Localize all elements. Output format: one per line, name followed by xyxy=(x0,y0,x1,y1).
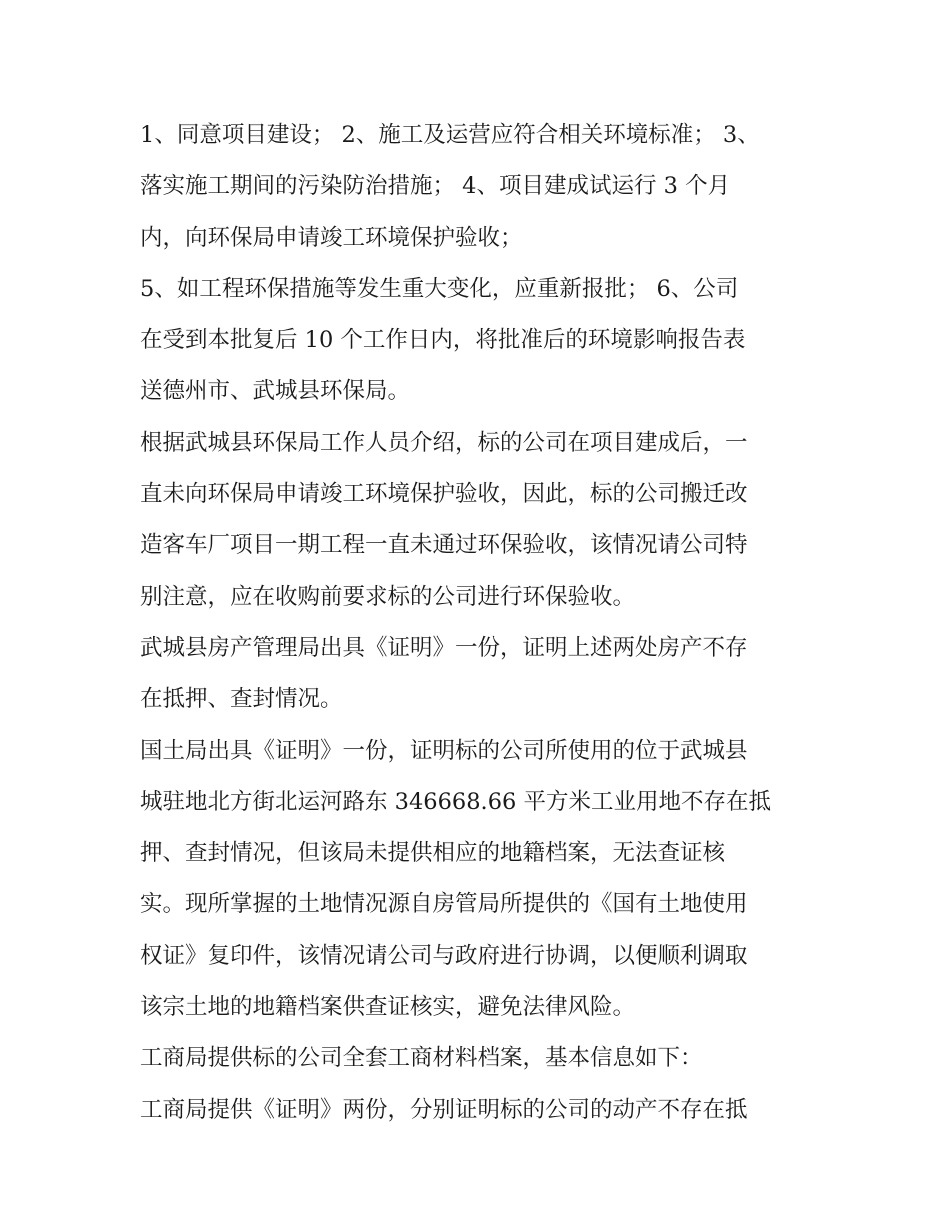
text-line: 别注意，应在收购前要求标的公司进行环保验收。 xyxy=(140,583,636,610)
text-line: 城驻地北方街北运河路东 346668.66 平方米工业用地不存在抵 xyxy=(140,788,771,815)
text-line: 送德州市、武城县环保局。 xyxy=(140,378,411,405)
document-body xyxy=(140,110,830,1136)
text-line: 直未向环保局申请竣工环境保护验收，因此，标的公司搬迁改 xyxy=(140,481,748,508)
text-line: 造客车厂项目一期工程一直未通过环保验收，该情况请公司特 xyxy=(140,532,748,559)
text-line: 落实施工期间的污染防治措施； 4、项目建成试运行 3 个月 xyxy=(140,173,731,200)
text-line: 国土局出具《证明》一份，证明标的公司所使用的位于武城县 xyxy=(140,737,748,764)
text-line: 武城县房产管理局出具《证明》一份，证明上述两处房产不存 xyxy=(140,634,748,661)
text-line: 在抵押、查封情况。 xyxy=(140,686,343,713)
text-line: 权证》复印件，该情况请公司与政府进行协调，以便顺利调取 xyxy=(140,942,748,969)
text-line: 5、如工程环保措施等发生重大变化，应重新报批； 6、公司 xyxy=(140,275,739,302)
text-line: 在受到本批复后 10 个工作日内，将批准后的环境影响报告表 xyxy=(140,327,746,354)
text-line: 工商局提供标的公司全套工商材料档案，基本信息如下： xyxy=(140,1045,703,1072)
text-line: 押、查封情况，但该局未提供相应的地籍档案，无法查证核 xyxy=(140,840,726,867)
text-line: 实。现所掌握的土地情况源自房管局所提供的《国有土地使用 xyxy=(140,891,748,918)
text-line: 1、同意项目建设； 2、施工及运营应符合相关环境标准； 3、 xyxy=(140,122,760,148)
text-line: 工商局提供《证明》两份，分别证明标的公司的动产不存在抵 xyxy=(140,1096,748,1123)
text-line: 该宗土地的地籍档案供查证核实，避免法律风险。 xyxy=(140,994,636,1021)
text-line: 根据武城县环保局工作人员介绍，标的公司在项目建成后，一 xyxy=(140,429,748,456)
text-line: 内，向环保局申请竣工环境保护验收； xyxy=(140,224,523,251)
